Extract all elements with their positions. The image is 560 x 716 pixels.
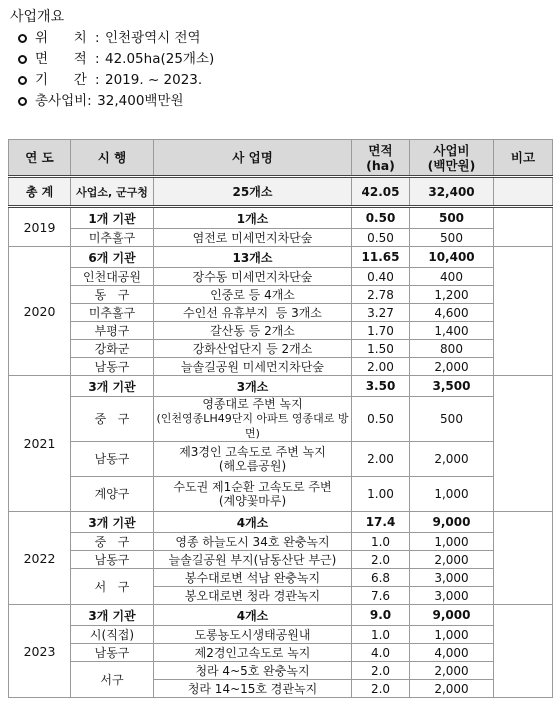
table-row: 부평구 갈산동 등 2개소 1.70 1,400: [9, 322, 553, 340]
year-cell: 2020: [9, 247, 71, 376]
table-row: 중 구 영종 하늘도시 34호 완충녹지 1.0 1,000: [9, 533, 553, 551]
table-row: 청라 14~15호 경관녹지 2.0 2,000: [9, 680, 553, 698]
table-header-row: [9, 140, 553, 177]
table-row: 남동구 제2경인고속도로 녹지 4.0 4,000: [9, 644, 553, 662]
total-row: [9, 177, 553, 207]
header-area: 면적 (ha): [352, 140, 410, 177]
circle-bullet-icon: [18, 55, 27, 64]
year-cell: 2019: [9, 207, 71, 247]
project-overview: [10, 6, 550, 112]
header-project: 사 업명: [154, 140, 352, 177]
table-row: 봉오대로변 청라 경관녹지 7.6 3,000: [9, 587, 553, 605]
total-cost: 32,400: [410, 177, 494, 207]
overview-label: 기 간: [35, 72, 87, 88]
overview-value: 32,400백만원: [97, 93, 184, 109]
header-agency: 시 행: [71, 140, 154, 177]
overview-label: 면 적: [35, 51, 87, 67]
table-row: 미추홀구 수인선 유휴부지 등 3개소 3.27 4,600: [9, 304, 553, 322]
table-row: 남동구 제3경인 고속도로 주변 녹지 (해오름공원) 2.00 2,000: [9, 442, 553, 477]
overview-item-budget: 총사업비 : 32,400백만원: [10, 91, 550, 112]
overview-value: 인천광역시 전역: [105, 30, 201, 46]
table-row: 인천대공원 장수동 미세먼지차단숲 0.40 400: [9, 268, 553, 286]
table-row: 동 구 인중로 등 4개소 2.78 1,200: [9, 286, 553, 304]
overview-item-period: 기 간 : 2019. ~ 2023.: [10, 70, 550, 91]
circle-bullet-icon: [18, 34, 27, 43]
overview-label: 총사업비: [35, 93, 88, 109]
table-row: 2021 3개 기관 3개소 3.50 3,500: [9, 376, 553, 397]
total-label: 총 계: [9, 177, 71, 207]
table-row: 남동구 늘솔길공원 미세먼지차단숲 2.00 2,000: [9, 358, 553, 376]
year-cell: 2022: [9, 512, 71, 605]
overview-label: 위 치: [35, 30, 87, 46]
table-row: 계양구 수도권 제1순환 고속도로 주변 (계양꽃마루) 1.00 1,000: [9, 477, 553, 512]
table-row: 서 구 봉수대로변 석남 완충녹지 6.8 3,000: [9, 569, 553, 587]
total-area: 42.05: [352, 177, 410, 207]
total-note: [494, 177, 553, 207]
overview-item-location: 위 치 : 인천광역시 전역: [10, 28, 550, 49]
overview-title: 사업개요: [10, 9, 65, 25]
overview-value: 2019. ~ 2023.: [105, 72, 203, 88]
table-row: 서구 청라 4~5호 완충녹지 2.0 2,000: [9, 662, 553, 680]
table-row: 중 구 영종대로 주변 녹지 (인천영종LH49단지 아파트 영종대로 방면) 0.50 500: [9, 397, 553, 442]
table-row: 미추홀구 염전로 미세먼지차단숲 0.50 500: [9, 229, 553, 247]
circle-bullet-icon: [18, 97, 27, 106]
table-row: 남동구 늘솔길공원 부지(남동산단 부근) 2.0 2,000: [9, 551, 553, 569]
table-row: 강화군 강화산업단지 등 2개소 1.50 800: [9, 340, 553, 358]
overview-item-area: 면 적 : 42.05ha(25개소): [10, 49, 550, 70]
header-year: 연 도: [9, 140, 71, 177]
year-cell: 2023: [9, 605, 71, 698]
total-project: 25개소: [154, 177, 352, 207]
header-cost: 사업비 (백만원): [410, 140, 494, 177]
table-row: 2022 3개 기관 4개소 17.4 9,000: [9, 512, 553, 533]
total-agency: 사업소, 군구청: [71, 177, 154, 207]
table-row: 2019 1개 기관 1개소 0.50 500: [9, 207, 553, 229]
overview-value: 42.05ha(25개소): [105, 51, 215, 67]
budget-table: [8, 139, 553, 698]
table-row: 2023 3개 기관 4개소 9.0 9,000: [9, 605, 553, 626]
header-note: 비고: [494, 140, 553, 177]
table-row: 2020 6개 기관 13개소 11.65 10,400: [9, 247, 553, 268]
circle-bullet-icon: [18, 76, 27, 85]
table-row: 시(직접) 도롱뇽도시생태공원내 1.0 1,000: [9, 626, 553, 644]
year-cell: 2021: [9, 376, 71, 512]
